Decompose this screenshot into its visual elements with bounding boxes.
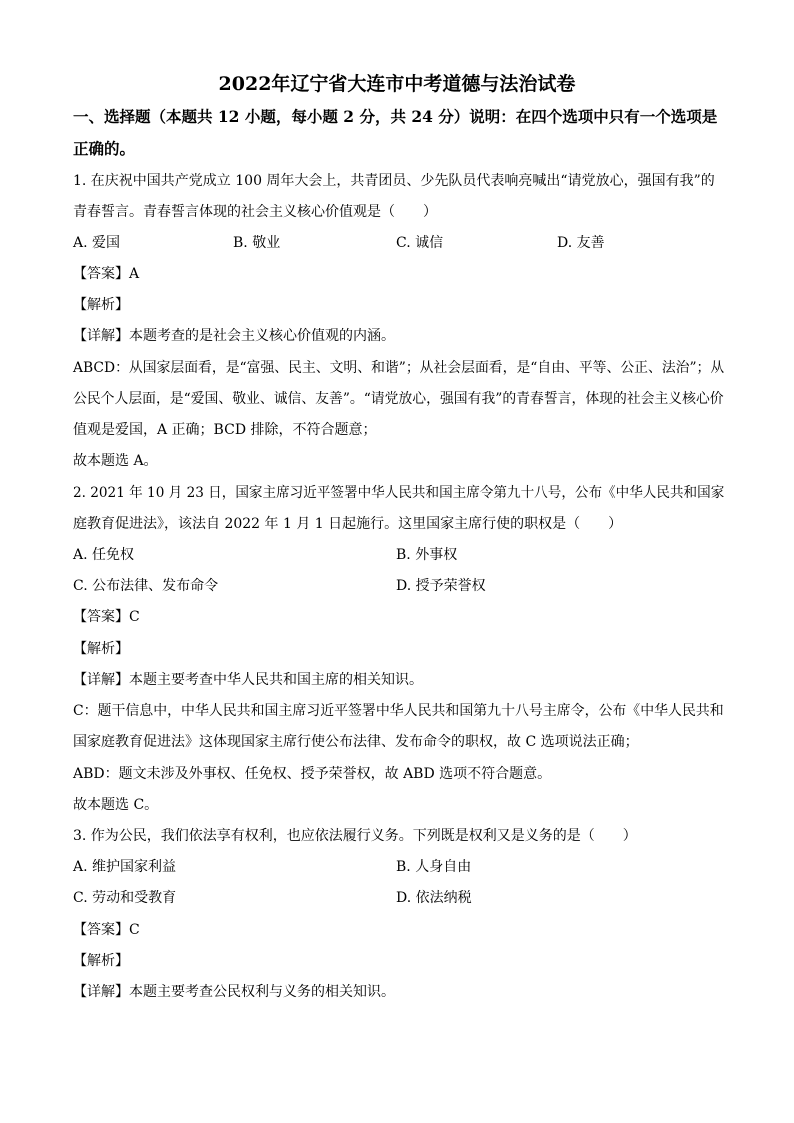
q3-detail: 【详解】本题主要考查公民权利与义务的相关知识。 [73, 984, 395, 1000]
q1-stem-line1: 1. 在庆祝中国共产党成立 100 周年大会上，共青团员、少先队员代表响亮喊出“请党放心，强国有我”的 [73, 173, 715, 189]
q2-option-d: D. 授予荣誉权 [396, 578, 486, 594]
q3-option-a: A. 维护国家利益 [73, 859, 177, 875]
q2-option-a: A. 任免权 [73, 547, 135, 563]
page-title: 2022年辽宁省大连市中考道德与法治试卷 [218, 73, 576, 95]
q2-explanation-line1: C：题干信息中，中华人民共和国主席习近平签署中华人民共和国第九十八号主席令，公布《中华人民共和 [73, 703, 724, 719]
q1-option-a: A. 爱国 [73, 235, 121, 251]
q2-option-c: C. 公布法律、发布命令 [73, 578, 219, 594]
q1-option-c: C. 诚信 [396, 235, 444, 251]
q2-conclusion: 故本题选 C。 [73, 797, 159, 813]
q1-answer: 【答案】A [73, 266, 140, 282]
q1-stem-line2: 青春誓言。青春誓言体现的社会主义核心价值观是（ ） [73, 204, 437, 220]
q3-option-c: C. 劳动和受教育 [73, 890, 177, 906]
section-heading-line2: 正确的。 [73, 139, 136, 158]
q2-explanation-line2: 国家庭教育促进法》这体现国家主席行使公布法律、发布命令的职权，故 C 选项说法正确； [73, 734, 639, 750]
q3-answer: 【答案】C [73, 922, 140, 938]
q1-conclusion: 故本题选 A。 [73, 453, 158, 469]
q1-option-d: D. 友善 [557, 235, 605, 251]
section-heading-line1: 一、选择题（本题共 12 小题，每小题 2 分，共 24 分）说明：在四个选项中只有一个选项是 [73, 107, 718, 126]
q2-detail: 【详解】本题主要考查中华人民共和国主席的相关知识。 [73, 672, 423, 688]
q3-analysis-label: 【解析】 [73, 953, 129, 969]
q3-option-d: D. 依法纳税 [396, 890, 472, 906]
q1-option-b: B. 敬业 [233, 235, 281, 251]
q2-stem-line1: 2. 2021 年 10 月 23 日，国家主席习近平签署中华人民共和国主席令第九十八号，公布《中华人民共和国家 [73, 485, 725, 501]
q3-option-b: B. 人身自由 [396, 859, 472, 875]
q3-stem: 3. 作为公民，我们依法享有权利，也应依法履行义务。下列既是权利又是义务的是（ ） [73, 828, 637, 844]
q2-answer: 【答案】C [73, 609, 140, 625]
q2-analysis-label: 【解析】 [73, 641, 129, 657]
q2-stem-line2: 庭教育促进法》，该法自 2022 年 1 月 1 日起施行。这里国家主席行使的职权是（ ） [73, 516, 623, 532]
q1-explanation-line1: ABCD：从国家层面看，是“富强、民主、文明、和谐”；从社会层面看，是“自由、平等、公正、法治”；从 [73, 360, 725, 376]
q1-detail: 【详解】本题考查的是社会主义核心价值观的内涵。 [73, 328, 395, 344]
q1-explanation-line2: 公民个人层面，是“爱国、敬业、诚信、友善”。“请党放心，强国有我”的青春誓言，体现的社会主义核心价 [73, 391, 724, 407]
q2-option-b: B. 外事权 [396, 547, 458, 563]
q1-analysis-label: 【解析】 [73, 297, 129, 313]
q2-explanation-line3: ABD：题文未涉及外事权、任免权、授予荣誉权，故 ABD 选项不符合题意。 [73, 766, 552, 782]
q1-explanation-line3: 值观是爱国，A 正确；BCD 排除，不符合题意； [73, 422, 377, 438]
